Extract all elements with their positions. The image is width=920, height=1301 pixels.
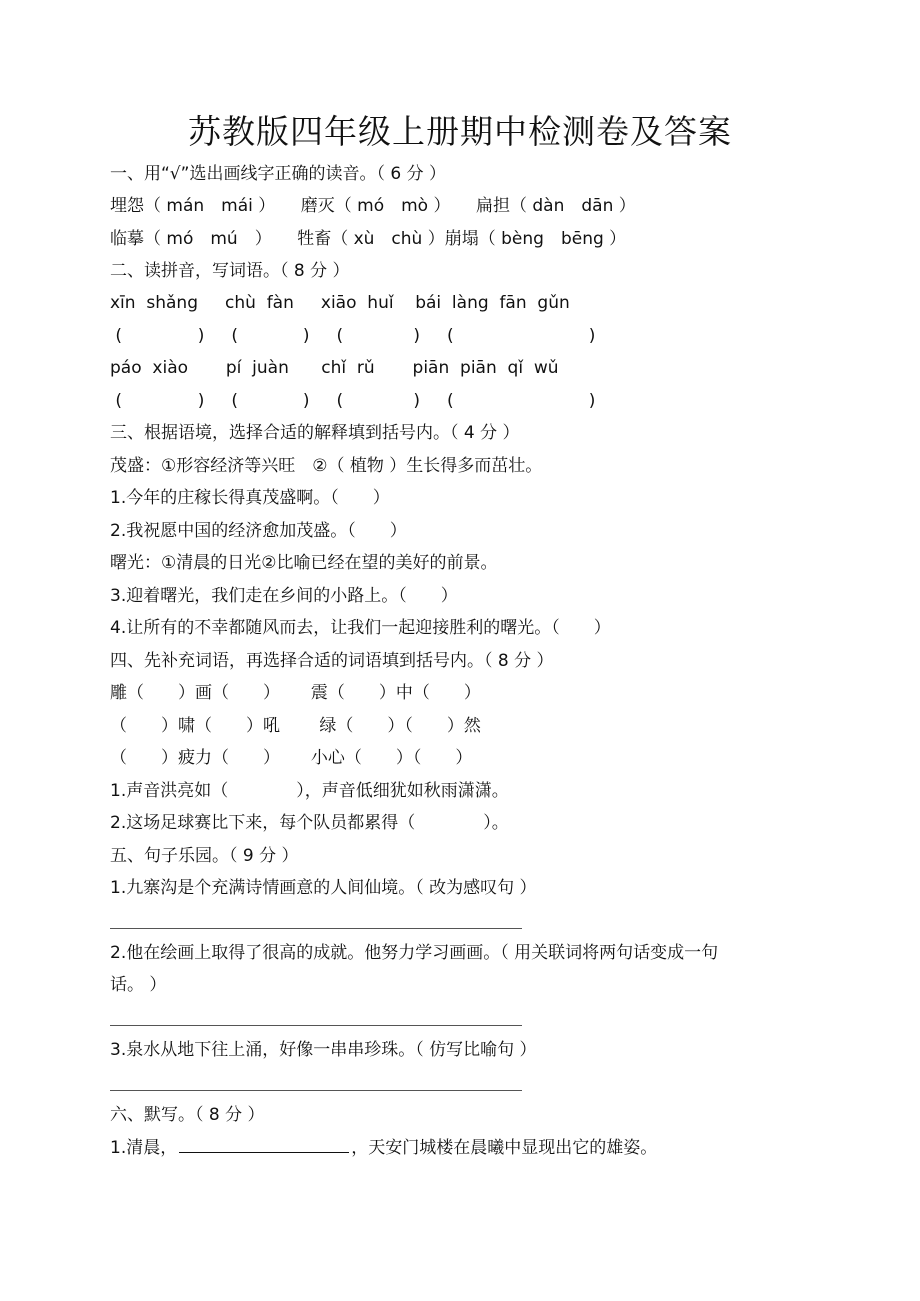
section-5-heading: 五、句子乐园。（ 9 分 ） — [110, 846, 299, 866]
fill-prefix: 1.清晨， — [110, 1138, 178, 1158]
fill-blank[interactable] — [179, 1136, 349, 1153]
definition-line: 茂盛：①形容经济等兴旺 ②（ 植物 ）生长得多而茁壮。 — [110, 456, 543, 476]
section-2-heading: 二、读拼音，写词语。（ 8 分 ） — [110, 261, 350, 281]
pinyin-line: xīn shǎng chù fàn xiāo huǐ bái làng fān gǔn — [110, 293, 570, 313]
pinyin-line: páo xiào pí juàn chǐ rǔ piān piān qǐ wǔ — [110, 358, 559, 378]
answer-brackets: ( ) ( ) ( ) ( ) — [110, 326, 596, 346]
question-line: 3.迎着曙光，我们走在乡间的小路上。（ ） — [110, 586, 458, 606]
definition-line: 曙光：①清晨的日光②比喻已经在望的美好的前景。 — [110, 553, 498, 573]
idiom-line: （ ）疲力（ ） 小心（ ）（ ） — [110, 748, 473, 768]
question-line: 临摹（ mó mú ） 牲畜（ xù chù ）崩塌（ bèng bēng ） — [110, 229, 627, 249]
question-line: 3.泉水从地下往上涌，好像一串串珍珠。（ 仿写比喻句 ） — [110, 1040, 537, 1060]
idiom-line: （ ）啸（ ）吼 绿（ ）（ ）然 — [110, 716, 481, 736]
section-3-heading: 三、根据语境，选择合适的解释填到括号内。（ 4 分 ） — [110, 423, 520, 443]
fill-in-question — [110, 1136, 657, 1160]
question-line: 话。 ） — [110, 975, 167, 995]
question-line: 1.九寨沟是个充满诗情画意的人间仙境。（ 改为感叹句 ） — [110, 878, 537, 898]
question-line: 1.声音洪亮如（ ），声音低细犹如秋雨潇潇。 — [110, 781, 509, 801]
question-line: 2.他在绘画上取得了很高的成就。他努力学习画画。（ 用关联词将两句话变成一句 — [110, 943, 719, 963]
section-1-heading: 一、用“√”选出画线字正确的读音。（ 6 分 ） — [110, 164, 446, 184]
answer-line[interactable] — [110, 928, 522, 929]
question-line: 4.让所有的不幸都随风而去，让我们一起迎接胜利的曙光。（ ） — [110, 618, 611, 638]
answer-line[interactable] — [110, 1025, 522, 1026]
answer-brackets: ( ) ( ) ( ) ( ) — [110, 391, 596, 411]
question-line: 1.今年的庄稼长得真茂盛啊。（ ） — [110, 488, 390, 508]
section-6-heading: 六、默写。（ 8 分 ） — [110, 1105, 265, 1125]
idiom-line: 雕（ ）画（ ） 震（ ）中（ ） — [110, 683, 481, 703]
fill-suffix: ，天安门城楼在晨曦中显现出它的雄姿。 — [351, 1138, 658, 1158]
section-4-heading: 四、先补充词语，再选择合适的词语填到括号内。（ 8 分 ） — [110, 651, 554, 671]
question-line: 2.我祝愿中国的经济愈加茂盛。（ ） — [110, 521, 407, 541]
question-line: 埋怨（ mán mái ） 磨灭（ mó mò ） 扁担（ dàn dān ） — [110, 196, 636, 216]
question-line: 2.这场足球赛比下来，每个队员都累得（ ）。 — [110, 813, 509, 833]
answer-line[interactable] — [110, 1090, 522, 1091]
page-title: 苏教版四年级上册期中检测卷及答案 — [188, 112, 732, 151]
